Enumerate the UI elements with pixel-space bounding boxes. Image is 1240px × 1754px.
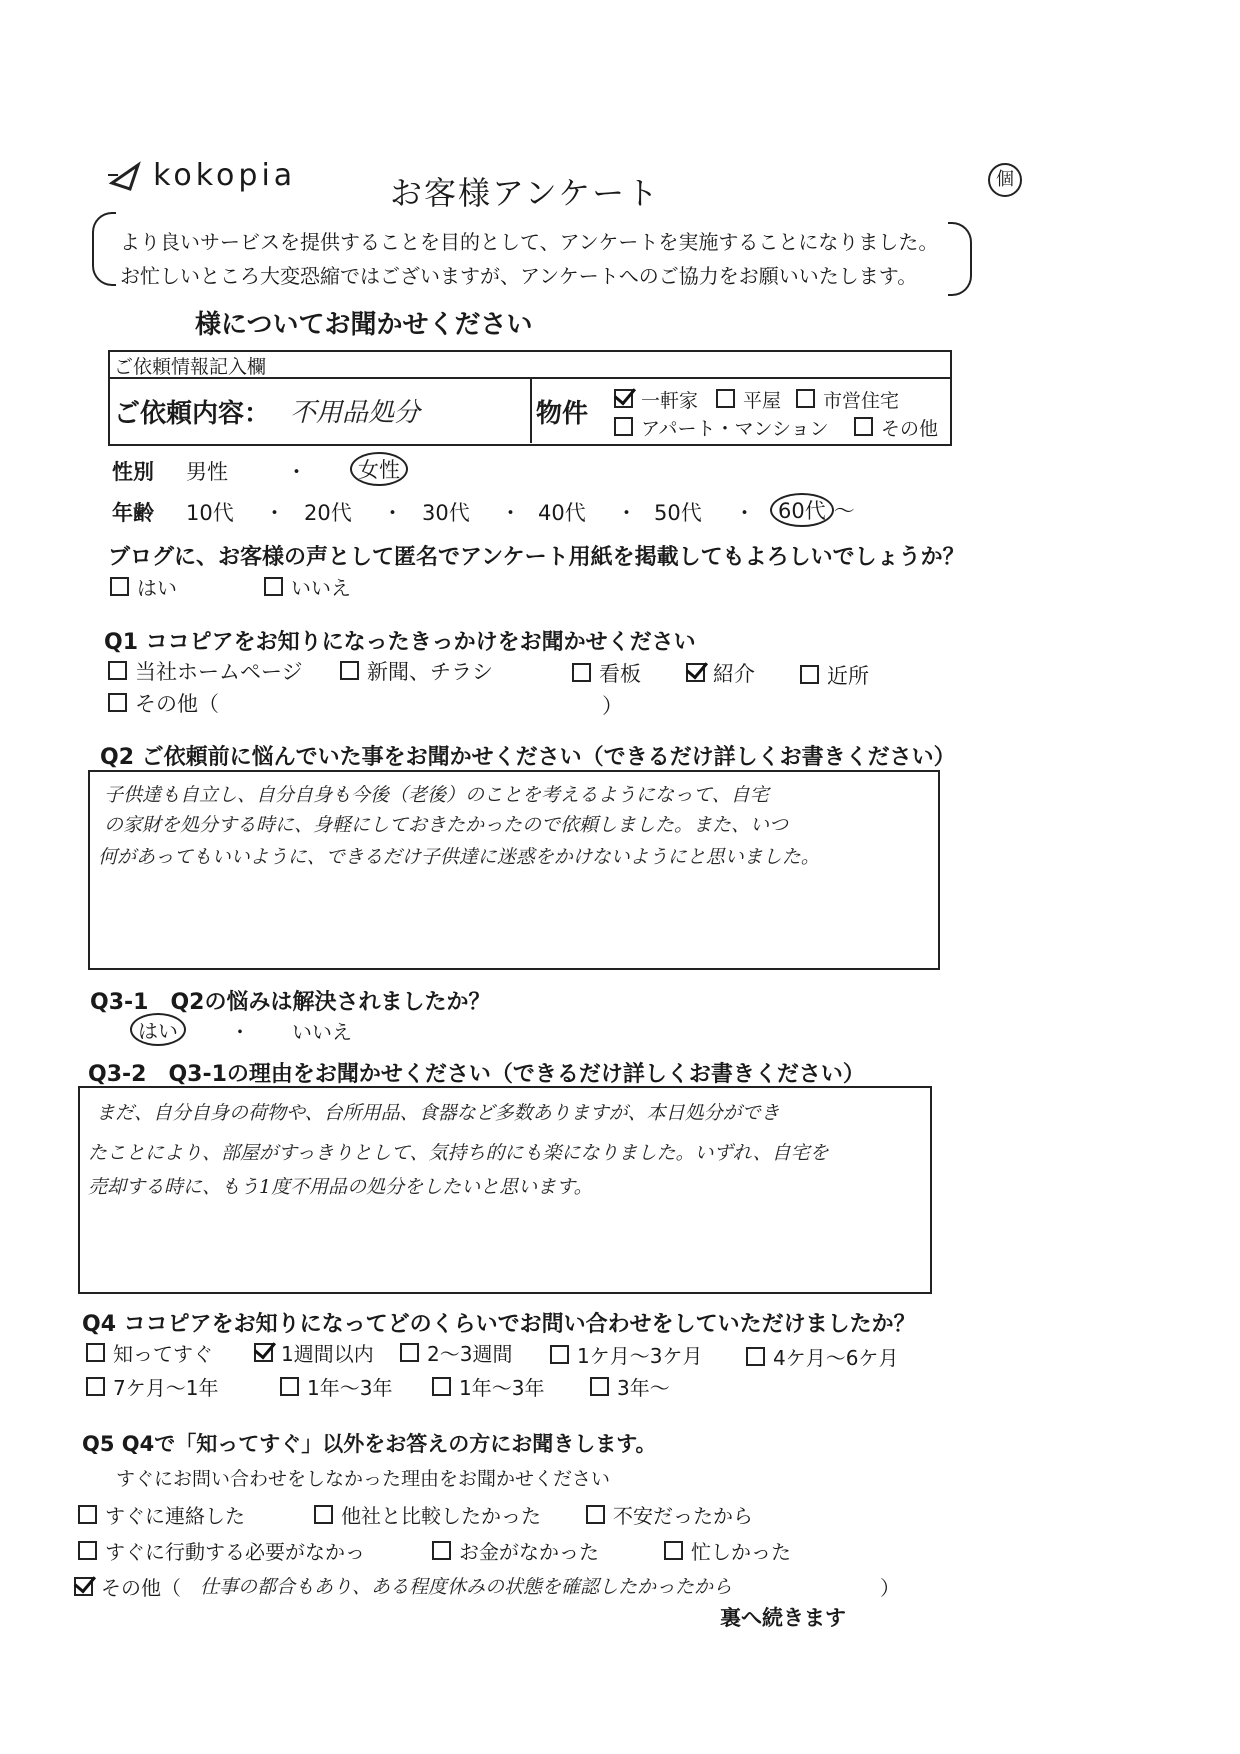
checkbox-icon bbox=[340, 661, 359, 680]
section-title: 様についてお聞かせください bbox=[195, 310, 533, 340]
property-option[interactable]: アパート・マンション bbox=[614, 414, 829, 441]
checkbox-icon bbox=[590, 1377, 609, 1396]
q4-option[interactable]: 7ケ月〜1年 bbox=[86, 1372, 218, 1401]
q5-option-other[interactable]: その他（ bbox=[74, 1572, 181, 1601]
checkbox-icon bbox=[550, 1345, 569, 1364]
q5-option[interactable]: お金がなかった bbox=[432, 1536, 599, 1565]
request-box-vdivider bbox=[530, 379, 532, 443]
request-content-label: ご依頼内容： bbox=[114, 399, 271, 429]
gender-option-female[interactable]: 女性 bbox=[350, 452, 408, 486]
q2-answer-line: 何があってもいいように、できるだけ子供達に迷惑をかけないようにと思いました。 bbox=[98, 846, 820, 868]
q5-question: Q5 Q4で「知ってすぐ」以外をお答えの方にお聞きします。 bbox=[82, 1432, 657, 1456]
property-option[interactable]: その他 bbox=[854, 414, 938, 441]
q3-2-answer-line: まだ、自分自身の荷物や、台所用品、食器など多数ありますが、本日処分ができ bbox=[96, 1102, 780, 1124]
q3-1-separator: ・ bbox=[230, 1020, 250, 1044]
checkbox-icon bbox=[432, 1377, 451, 1396]
checkbox-icon bbox=[800, 665, 819, 684]
q1-option[interactable]: 近所 bbox=[800, 660, 869, 690]
q5-option[interactable]: 忙しかった bbox=[664, 1536, 791, 1565]
q3-2-answer-line: 売却する時に、もう1度不用品の処分をしたいと思います。 bbox=[88, 1176, 593, 1198]
checkbox-icon bbox=[74, 1577, 93, 1596]
q2-answer-line: 子供達も自立し、自分自身も今後（老後）のことを考えるようになって、自宅 bbox=[104, 784, 769, 806]
checkbox-icon bbox=[86, 1377, 105, 1396]
age-option-selected[interactable]: 60代 〜 bbox=[770, 493, 855, 527]
q3-1-question: Q3-1 Q2の悩みは解決されましたか？ bbox=[90, 990, 491, 1015]
checkbox-icon bbox=[78, 1541, 97, 1560]
blog-option-yes[interactable]: はい bbox=[110, 572, 177, 601]
q3-2-answer-line: たことにより、部屋がすっきりとして、気持ち的にも楽になりました。いずれ、自宅を bbox=[88, 1142, 829, 1164]
intro-line-2: お忙しいところ大変恐縮ではございますが、アンケートへのご協力をお願いいたします。 bbox=[120, 264, 918, 288]
q4-option[interactable]: 1年〜3年 bbox=[280, 1372, 392, 1401]
checkbox-icon bbox=[586, 1505, 605, 1524]
q5-other-answer: 仕事の都合もあり、ある程度休みの状態を確認したかったから bbox=[200, 1576, 733, 1598]
checkbox-icon bbox=[264, 577, 283, 596]
age-suffix: 〜 bbox=[833, 499, 855, 523]
q1-other-close: ） bbox=[602, 694, 623, 718]
age-option[interactable]: 10代 bbox=[186, 501, 234, 525]
checkbox-icon bbox=[664, 1541, 683, 1560]
q2-answer-line: の家財を処分する時に、身軽にしておきたかったので依頼しました。また、いつ bbox=[104, 814, 789, 836]
q5-option[interactable]: すぐに行動する必要がなかっ bbox=[78, 1536, 365, 1565]
property-option[interactable]: 一軒家 bbox=[614, 386, 698, 413]
page-title: お客様アンケート bbox=[390, 174, 661, 212]
checkbox-icon bbox=[254, 1343, 273, 1362]
q5-subtitle: すぐにお問い合わせをしなかった理由をお聞かせください bbox=[116, 1468, 611, 1490]
gender-separator: ・ bbox=[286, 460, 307, 484]
q1-option[interactable]: 紹介 bbox=[686, 658, 755, 688]
checkbox-icon bbox=[108, 661, 127, 680]
q5-option[interactable]: すぐに連絡した bbox=[78, 1500, 245, 1529]
checkbox-icon bbox=[108, 693, 127, 712]
q1-option-other[interactable]: その他（ bbox=[108, 688, 219, 718]
q1-question: Q1 ココピアをお知りになったきっかけをお聞かせください bbox=[104, 630, 696, 655]
age-option[interactable]: 40代 bbox=[538, 501, 586, 525]
intro-line-1: より良いサービスを提供することを目的として、アンケートを実施することになりました。 bbox=[120, 230, 939, 254]
q1-option[interactable]: 看板 bbox=[572, 658, 641, 688]
age-option[interactable]: 20代 bbox=[304, 501, 352, 525]
age-separator: ・ bbox=[734, 501, 755, 525]
checkbox-icon bbox=[746, 1347, 765, 1366]
checkbox-icon bbox=[716, 389, 735, 408]
intro-bracket-right bbox=[948, 222, 972, 296]
checkbox-icon bbox=[86, 1343, 105, 1362]
q4-option[interactable]: 1週間以内 bbox=[254, 1338, 374, 1367]
q4-question: Q4 ココピアをお知りになってどのくらいでお問い合わせをしていただけましたか？ bbox=[82, 1312, 916, 1337]
continue-note: 裏へ続きます bbox=[720, 1606, 846, 1630]
checkbox-icon bbox=[572, 663, 591, 682]
q1-option[interactable]: 新聞、チラシ bbox=[340, 656, 493, 686]
property-option[interactable]: 平屋 bbox=[716, 386, 781, 413]
checkbox-icon bbox=[796, 389, 815, 408]
corner-mark: 個 bbox=[988, 163, 1022, 197]
q4-option[interactable]: 3年〜 bbox=[590, 1372, 670, 1401]
q1-option[interactable]: 当社ホームページ bbox=[108, 656, 303, 686]
q5-option[interactable]: 不安だったから bbox=[586, 1500, 753, 1529]
q2-question: Q2 ご依頼前に悩んでいた事をお聞かせください（できるだけ詳しくお書きください） bbox=[100, 745, 956, 770]
q3-1-option-no[interactable]: いいえ bbox=[292, 1020, 352, 1044]
q5-other-close: ） bbox=[880, 1576, 900, 1600]
property-label: 物件 bbox=[536, 399, 589, 429]
property-option[interactable]: 市営住宅 bbox=[796, 386, 899, 413]
checkbox-icon bbox=[280, 1377, 299, 1396]
logo bbox=[108, 158, 296, 195]
q4-option[interactable]: 2〜3週間 bbox=[400, 1338, 512, 1367]
q5-option[interactable]: 他社と比較したかった bbox=[314, 1500, 541, 1529]
gender-label: 性別 bbox=[112, 460, 154, 484]
age-separator: ・ bbox=[616, 501, 637, 525]
age-separator: ・ bbox=[500, 501, 521, 525]
checkbox-icon bbox=[854, 417, 873, 436]
q3-1-option-yes[interactable]: はい bbox=[130, 1013, 186, 1046]
logo-mark-icon bbox=[108, 161, 142, 191]
checkbox-icon bbox=[614, 417, 633, 436]
age-option[interactable]: 50代 bbox=[654, 501, 702, 525]
q4-option[interactable]: 1年〜3年 bbox=[432, 1372, 544, 1401]
checkbox-icon bbox=[400, 1343, 419, 1362]
age-label: 年齢 bbox=[112, 501, 154, 525]
request-heading: ご依頼情報記入欄 bbox=[114, 356, 267, 378]
checkbox-icon bbox=[432, 1541, 451, 1560]
q4-option[interactable]: 知ってすぐ bbox=[86, 1338, 213, 1367]
checkbox-icon bbox=[686, 663, 705, 682]
checkbox-icon bbox=[314, 1505, 333, 1524]
checkbox-icon bbox=[110, 577, 129, 596]
q4-option[interactable]: 4ケ月〜6ケ月 bbox=[746, 1342, 898, 1371]
blog-option-no[interactable]: いいえ bbox=[264, 572, 351, 601]
age-option[interactable]: 30代 bbox=[422, 501, 470, 525]
blog-question: ブログに、お客様の声として匿名でアンケート用紙を掲載してもよろしいでしょうか？ bbox=[108, 545, 965, 570]
age-separator: ・ bbox=[382, 501, 403, 525]
gender-option-male[interactable]: 男性 bbox=[186, 460, 228, 484]
checkbox-icon bbox=[78, 1505, 97, 1524]
q4-option[interactable]: 1ケ月〜3ケ月 bbox=[550, 1340, 702, 1369]
logo-text: kokopia bbox=[153, 158, 297, 193]
checkbox-icon bbox=[614, 389, 633, 408]
q3-2-question: Q3-2 Q3-1の理由をお聞かせください（できるだけ詳しくお書きください） bbox=[88, 1062, 865, 1087]
intro-bracket-left bbox=[92, 212, 116, 286]
age-separator: ・ bbox=[264, 501, 285, 525]
request-content-value: 不用品処分 bbox=[290, 398, 421, 428]
